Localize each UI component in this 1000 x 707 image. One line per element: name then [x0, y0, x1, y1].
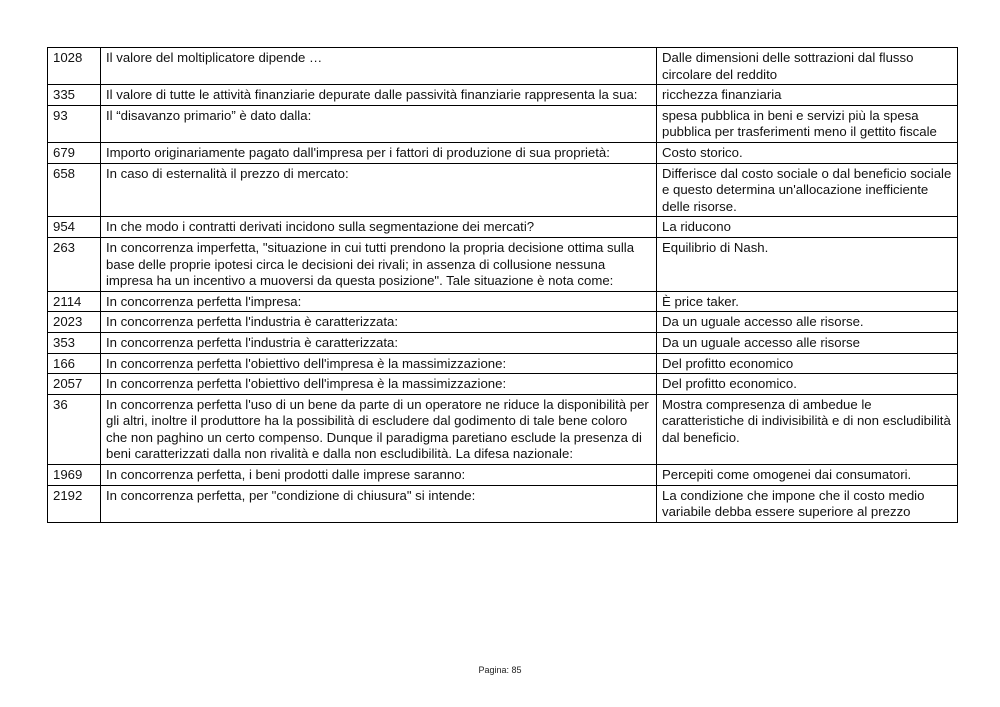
- question-cell: In che modo i contratti derivati incidono sulla segmentazione dei mercati?: [101, 217, 657, 238]
- question-cell: In concorrenza perfetta l'industria è caratterizzata:: [101, 312, 657, 333]
- answer-cell: Mostra compresenza di ambedue le caratteristiche di indivisibilità e di non escludibilità dal beneficio.: [657, 394, 958, 464]
- table-row: [48, 142, 958, 163]
- table-row: [48, 291, 958, 312]
- question-cell: Il valore del moltiplicatore dipende …: [101, 48, 657, 85]
- table-row: [48, 312, 958, 333]
- table-row: [48, 217, 958, 238]
- question-answer-table: [47, 47, 958, 523]
- question-id-cell: 2057: [48, 374, 101, 395]
- question-id-cell: 658: [48, 163, 101, 217]
- question-id-cell: 1028: [48, 48, 101, 85]
- answer-cell: Differisce dal costo sociale o dal beneficio sociale e questo determina un'allocazione inefficiente delle risorse.: [657, 163, 958, 217]
- answer-cell: Del profitto economico.: [657, 374, 958, 395]
- question-cell: In concorrenza imperfetta, "situazione in cui tutti prendono la propria decisione ottima sulla base delle proprie ipotesi circa le decisioni dei rivali; in assenza di collusione nessuna impresa ha un incentivo a muoversi da questa posizione". Tale situazione è nota come:: [101, 237, 657, 291]
- answer-cell: Da un uguale accesso alle risorse.: [657, 312, 958, 333]
- answer-cell: Costo storico.: [657, 142, 958, 163]
- question-id-cell: 36: [48, 394, 101, 464]
- answer-cell: Dalle dimensioni delle sottrazioni dal flusso circolare del reddito: [657, 48, 958, 85]
- question-cell: In concorrenza perfetta l'uso di un bene da parte di un operatore ne riduce la disponibilità per gli altri, inoltre il produttore ha la possibilità di escludere dal godimento di tale bene coloro che non paghino un certo compenso. Dunque il paradigma paretiano esclude la presenza di beni caratterizzati dalla non rivalità e dalla non escludibilità. La difesa nazionale:: [101, 394, 657, 464]
- answer-cell: Del profitto economico: [657, 353, 958, 374]
- table-row: [48, 374, 958, 395]
- question-cell: In concorrenza perfetta l'obiettivo dell'impresa è la massimizzazione:: [101, 374, 657, 395]
- table-row: [48, 485, 958, 522]
- question-cell: In concorrenza perfetta l'obiettivo dell'impresa è la massimizzazione:: [101, 353, 657, 374]
- question-id-cell: 1969: [48, 465, 101, 486]
- question-id-cell: 2192: [48, 485, 101, 522]
- question-cell: In concorrenza perfetta l'industria è caratterizzata:: [101, 332, 657, 353]
- table-row: [48, 237, 958, 291]
- table-row: [48, 332, 958, 353]
- table-row: [48, 105, 958, 142]
- answer-cell: Da un uguale accesso alle risorse: [657, 332, 958, 353]
- answer-cell: spesa pubblica in beni e servizi più la spesa pubblica per trasferimenti meno il gettito fiscale: [657, 105, 958, 142]
- question-cell: Il “disavanzo primario” è dato dalla:: [101, 105, 657, 142]
- question-id-cell: 2114: [48, 291, 101, 312]
- answer-cell: La riducono: [657, 217, 958, 238]
- question-id-cell: 263: [48, 237, 101, 291]
- answer-cell: Percepiti come omogenei dai consumatori.: [657, 465, 958, 486]
- table-row: [48, 85, 958, 106]
- question-cell: In caso di esternalità il prezzo di mercato:: [101, 163, 657, 217]
- table-row: [48, 48, 958, 85]
- answer-cell: Equilibrio di Nash.: [657, 237, 958, 291]
- page-number: Pagina: 85: [478, 665, 522, 675]
- question-cell: Il valore di tutte le attività finanziarie depurate dalle passività finanziarie rappresenta la sua:: [101, 85, 657, 106]
- table-row: [48, 465, 958, 486]
- question-cell: In concorrenza perfetta, i beni prodotti dalle imprese saranno:: [101, 465, 657, 486]
- answer-cell: ricchezza finanziaria: [657, 85, 958, 106]
- question-cell: Importo originariamente pagato dall'impresa per i fattori di produzione di sua proprietà:: [101, 142, 657, 163]
- answer-cell: La condizione che impone che il costo medio variabile debba essere superiore al prezzo: [657, 485, 958, 522]
- table-row: [48, 163, 958, 217]
- question-id-cell: 954: [48, 217, 101, 238]
- question-id-cell: 335: [48, 85, 101, 106]
- question-id-cell: 2023: [48, 312, 101, 333]
- question-cell: In concorrenza perfetta l'impresa:: [101, 291, 657, 312]
- question-id-cell: 93: [48, 105, 101, 142]
- question-id-cell: 679: [48, 142, 101, 163]
- table-row: [48, 353, 958, 374]
- question-id-cell: 166: [48, 353, 101, 374]
- answer-cell: È price taker.: [657, 291, 958, 312]
- question-cell: In concorrenza perfetta, per "condizione di chiusura" si intende:: [101, 485, 657, 522]
- table-body: [48, 48, 958, 523]
- table-row: [48, 394, 958, 464]
- question-id-cell: 353: [48, 332, 101, 353]
